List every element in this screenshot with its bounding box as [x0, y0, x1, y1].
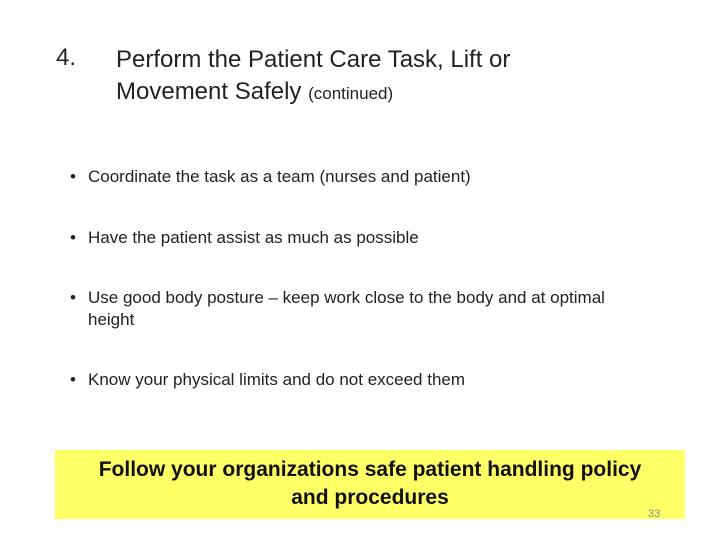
bullet-icon: •	[70, 228, 76, 247]
title-suffix: (continued)	[308, 84, 394, 103]
bullet-icon: •	[70, 167, 76, 186]
slide-number: 4.	[56, 44, 77, 71]
bullet-text: Coordinate the task as a team (nurses and patient)	[88, 167, 471, 186]
page-number: 33	[648, 508, 661, 520]
bullet-item	[70, 369, 668, 391]
title-line-1: Perform the Patient Care Task, Lift or	[116, 46, 511, 73]
bullet-text: Have the patient assist as much as possible	[88, 228, 419, 247]
callout-text	[55, 456, 685, 512]
bullet-icon: •	[70, 288, 76, 307]
title-line-2: Movement Safely	[116, 78, 302, 105]
callout-line-1: Follow your organizations safe patient handling policy	[98, 458, 642, 481]
slide-title	[116, 44, 676, 110]
bullet-item	[70, 227, 668, 249]
bullet-text: Know your physical limits and do not exceed them	[88, 370, 466, 389]
bullet-item	[70, 166, 668, 188]
bullet-text: Use good body posture – keep work close to the body and at optimal height	[88, 288, 605, 329]
policy-callout	[55, 450, 685, 519]
bullet-item	[70, 287, 608, 331]
bullet-icon: •	[70, 370, 76, 389]
callout-line-2: and procedures	[291, 486, 449, 509]
